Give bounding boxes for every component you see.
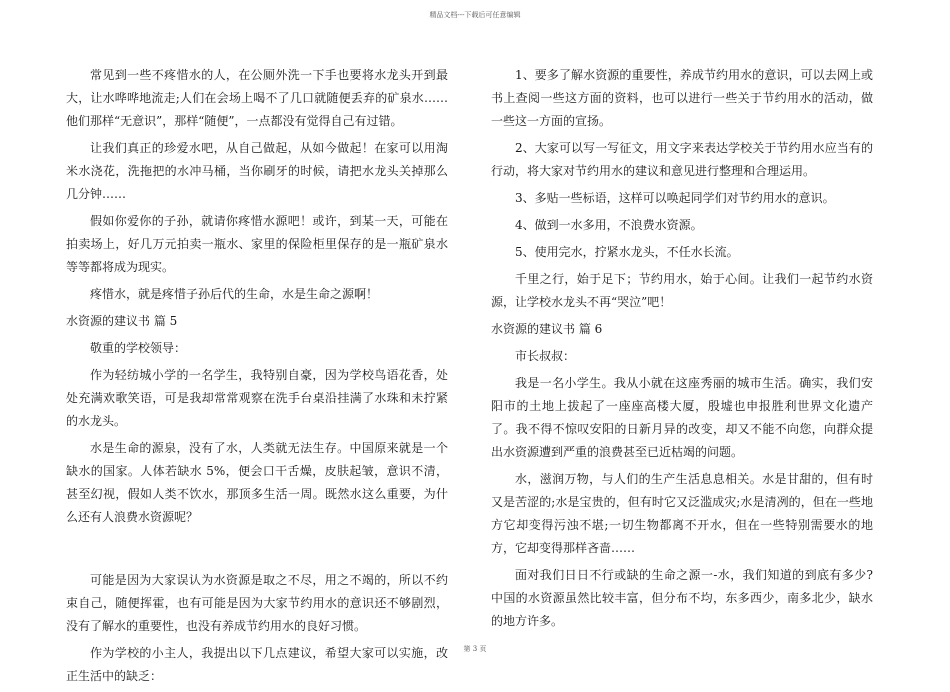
- paragraph: 假如你爱你的子孙，就请你疼惜水源吧！或许，到某一天，可能在拍卖场上，好几万元拍卖一瓶水、家里的保险柜里保存的是一瓶矿泉水等等都将成为现实。: [66, 214, 448, 274]
- paragraph: 2、大家可以写一写征文，用文字来表达学校关于节约用水应当有的行动，将大家对节约用水的建议和意见进行整理和合理运用。: [491, 141, 873, 178]
- paragraph: 4、做到一水多用，不浪费水资源。: [515, 218, 703, 232]
- paragraph: 让我们真正的珍爱水吧，从自己做起，从如今做起！在家可以用淘米水浇花，洗拖把的水冲马桶，当你刷牙的时候，请把水龙头关掉那么几分钟……: [66, 141, 448, 201]
- paragraph: 千里之行，始于足下；节约用水，始于心间。让我们一起节约水资源，让学校水龙头不再“哭泣”吧！: [491, 272, 873, 309]
- paragraph: 水，滋润万物，与人们的生产生活息息相关。水是甘甜的，但有时又是苦涩的;水是宝贵的，但有时它又泛滥成灾;水是清冽的，但在一些地方它却变得污浊不堪;一切生物都离不开水，但在一些特别需要水的地方，它却变得那样吝啬……: [491, 472, 873, 555]
- right-column: [491, 64, 873, 637]
- paragraph: 3、多贴一些标语，这样可以唤起同学们对节约用水的意识。: [515, 191, 835, 205]
- section-heading: 水资源的建议书 篇 5: [66, 314, 178, 328]
- paragraph: 市长叔叔：: [515, 349, 576, 363]
- page-number: 第 3 页: [463, 645, 487, 653]
- paragraph: 我是一名小学生。我从小就在这座秀丽的城市生活。确实，我们安阳市的土地上拔起了一座座高楼大厦，殷墟也申报胜利世界文化遗产了。我不得不惊叹安阳的日新月异的改变，却又不能不向您，向群众提出水资源遭到严重的浪费甚至已近枯竭的问题。: [491, 376, 873, 459]
- paragraph: 疼惜水，就是疼惜子孙后代的生命，水是生命之源啊！: [90, 287, 379, 301]
- section-heading: 水资源的建议书 篇 6: [491, 322, 603, 336]
- paragraph: 敬重的学校领导：: [90, 341, 187, 355]
- paragraph: 5、使用完水，拧紧水龙头，不任水长流。: [515, 245, 739, 259]
- page-header: 精品文档---下载后可任意编辑: [429, 11, 521, 19]
- left-column: [66, 64, 448, 692]
- paragraph: 水是生命的源泉，没有了水，人类就无法生存。中国原来就是一个缺水的国家。人体若缺水 5%，便会口干舌燥，皮肤起皱，意识不清，甚至幻视，假如人类不饮水，那顶多生活一周。既然水这么重要，为什么还有人浪费水资源呢？: [66, 441, 448, 524]
- paragraph: 作为学校的小主人，我提出以下几点建议，希望大家可以实施，改正生活中的缺乏：: [66, 646, 448, 683]
- paragraph-spacer: [66, 533, 448, 569]
- paragraph: 1、要多了解水资源的重要性，养成节约用水的意识，可以去网上或书上查阅一些这方面的资料，也可以进行一些关于节约用水的活动，做一些这一方面的宣扬。: [491, 68, 873, 128]
- paragraph: 面对我们日日不行或缺的生命之源一-水，我们知道的到底有多少?中国的水资源虽然比较丰富，但分布不均，东多西少，南多北少，缺水的地方许多。: [491, 568, 873, 628]
- paragraph: 作为轻纺城小学的一名学生，我特别自豪，因为学校鸟语花香，处处充满欢歌笑语，可是我却常常观察在洗手台桌沿挂满了水珠和未拧紧的水龙头。: [66, 368, 448, 428]
- paragraph: 可能是因为大家误认为水资源是取之不尽，用之不竭的，所以不约束自己，随便挥霍，也有可能是因为大家节约用水的意识还不够剧烈，没有了解水的重要性，也没有养成节约用水的良好习惯。: [66, 573, 448, 633]
- paragraph: 常见到一些不疼惜水的人，在公厕外洗一下手也要将水龙头开到最大，让水哗哗地流走;人们在会场上喝不了几口就随便丢弃的矿泉水……他们那样“无意识”，那样“随便”，一点都没有觉得自己有过错。: [66, 68, 448, 128]
